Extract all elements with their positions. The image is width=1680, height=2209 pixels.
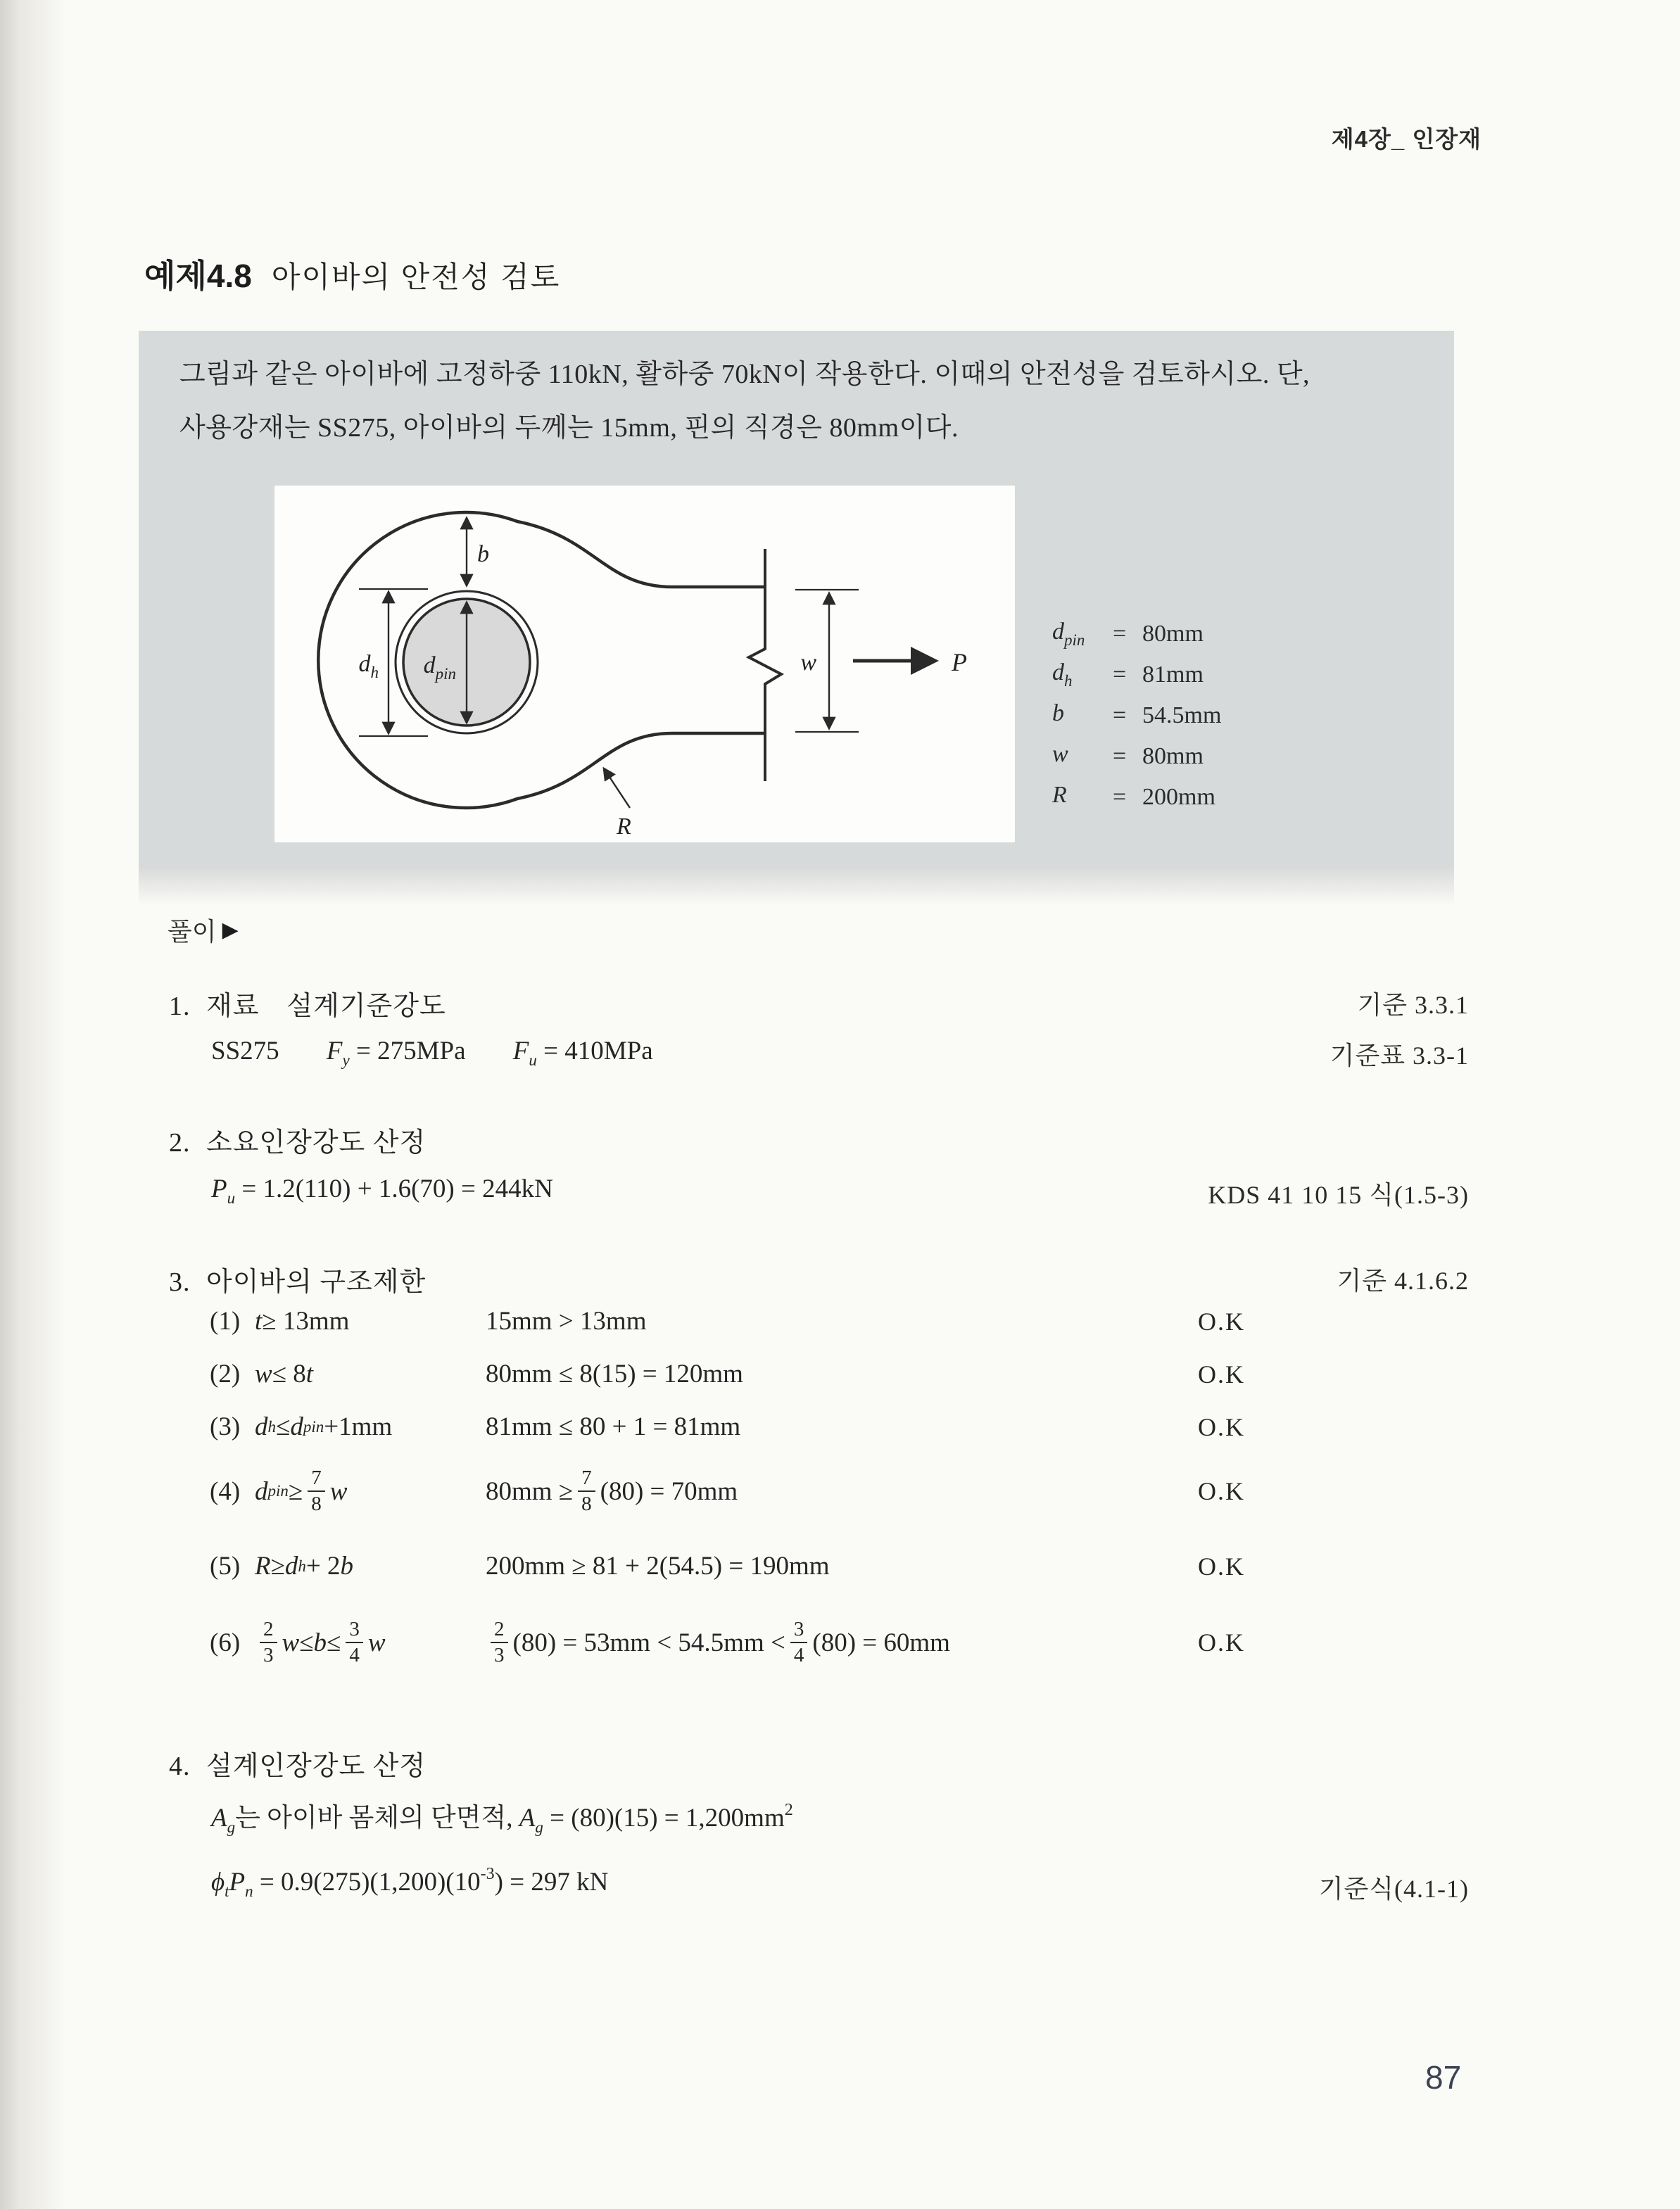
example-label: 예제4.8 [144, 258, 252, 294]
section-2-formula: $P_u = 1.2(110) + 1.6(70) = 244kN$ [211, 1175, 553, 1207]
section-2-reference: KDS 41 10 15 식(1.5-3) [1208, 1181, 1469, 1209]
dh-label: $d_h$ [358, 651, 379, 681]
problem-statement [179, 348, 1443, 455]
fraction: $\frac{7}{8}$ [308, 1467, 325, 1516]
triangle-right-icon: ▶ [222, 918, 239, 942]
constraint-row-1: (1) t ≥ 13mm 15mm > 13mm O.K [210, 1307, 1245, 1336]
radius-label: R [617, 814, 631, 840]
fraction: $\frac{2}{3}$ [491, 1619, 508, 1667]
dimension-row-R: R = 200mm [1052, 782, 1215, 810]
plate-break-line [749, 549, 781, 781]
solution-marker [168, 912, 239, 948]
dimension-row-b: b = 54.5mm [1052, 700, 1222, 728]
section-2-heading: 2. 소요인장강도 산정 [169, 1128, 427, 1158]
constraint-row-4: (4) d pin ≥ $\frac{7}{8}$ w 80mm ≥ $\frac{7}{8}$ (80) = 70mm O.K [210, 1467, 1245, 1516]
page-number: 87 [1425, 2059, 1462, 2096]
radius-pointer-arrow [604, 768, 630, 808]
dpin-label: $d_{pin}$ [423, 652, 456, 683]
dimension-row-w: w = 80mm [1052, 741, 1204, 769]
problem-box [139, 331, 1454, 867]
check-ok-2: O.K [1198, 1360, 1245, 1388]
fraction: $\frac{7}{8}$ [578, 1467, 595, 1516]
fraction: $\frac{2}{3}$ [260, 1619, 277, 1667]
fraction: $\frac{3}{4}$ [346, 1619, 363, 1667]
figure-box [274, 486, 1015, 842]
section-4-reference: 기준식(4.1-1) [1318, 1875, 1469, 1903]
section-3-heading: 3. 아이바의 구조제한 [169, 1267, 427, 1297]
section-4-heading: 4. 설계인장강도 산정 [169, 1752, 427, 1781]
b-label: b [477, 541, 489, 567]
problem-line-2: 사용강재는 SS275, 아이바의 두께는 15mm, 핀의 직경은 80mm이다. [179, 413, 959, 443]
section-1-reference: 기준 3.3.1 [1357, 991, 1469, 1019]
check-ok-5: O.K [1198, 1552, 1245, 1581]
constraint-row-2: (2) w ≤ 8 t 80mm ≤ 8(15) = 120mm O.K [210, 1360, 1245, 1388]
check-ok-6: O.K [1198, 1628, 1245, 1657]
load-label: P [952, 648, 967, 676]
check-ok-4: O.K [1198, 1477, 1245, 1506]
example-title [144, 251, 560, 297]
book-gutter-shadow [0, 0, 67, 2209]
constraint-row-5: (5) R ≥ d h + 2 b 200mm ≥ 81 + 2(54.5) = 190mm O.K [210, 1552, 1245, 1581]
section-1-formula: SS275 $F_y = 275MPa$ $F_u = 410MPa$ [211, 1037, 653, 1069]
section-4-line-1: $A_g$는 아이바 몸체의 단면적, $A_g = (80)(15) = 1,200mm^2$ [211, 1801, 793, 1836]
example-name: 아이바의 안전성 검토 [271, 260, 561, 293]
w-label: w [800, 650, 816, 676]
section-1-heading: 1. 재료 설계기준강도 [169, 992, 446, 1021]
section-1-reference-2: 기준표 3.3-1 [1330, 1042, 1469, 1070]
dimension-row-dh: $d_h$ = 81mm [1052, 659, 1204, 690]
section-3-reference: 기준 4.1.6.2 [1337, 1267, 1469, 1295]
scan-shadow-band [139, 867, 1454, 905]
solution-marker-text: 풀이 [168, 917, 217, 946]
problem-line-1: 그림과 같은 아이바에 고정하중 110kN, 활하중 70kN이 작용한다. 이때의 안전성을 검토하시오. 단, [179, 360, 1310, 389]
section-4-line-2: $\phi_tP_n = 0.9(275)(1,200)(10^{-3}) = 297$ kN [211, 1865, 609, 1900]
eyebar-diagram [274, 486, 1015, 842]
eyebar-outline [318, 512, 765, 808]
dimension-row-dpin: $d_{pin}$ = 80mm [1052, 619, 1204, 649]
constraint-row-6: (6) $\frac{2}{3}$ w ≤ b ≤ $\frac{3}{4}$ w $\frac{2}{3}$ (80) = 53mm < 54.5mm < $\frac{3}{4}$ (80) = 60mm O.K [210, 1618, 1245, 1667]
fraction: $\frac{3}{4}$ [790, 1619, 808, 1667]
constraint-row-3: (3) d h ≤ d pin +1mm 81mm ≤ 80 + 1 = 81mm O.K [210, 1412, 1245, 1441]
dimension-list [1052, 614, 1221, 818]
page-header: 제4장_ 인장재 [1331, 126, 1482, 152]
check-ok-3: O.K [1198, 1412, 1245, 1441]
check-ok-1: O.K [1198, 1307, 1245, 1336]
